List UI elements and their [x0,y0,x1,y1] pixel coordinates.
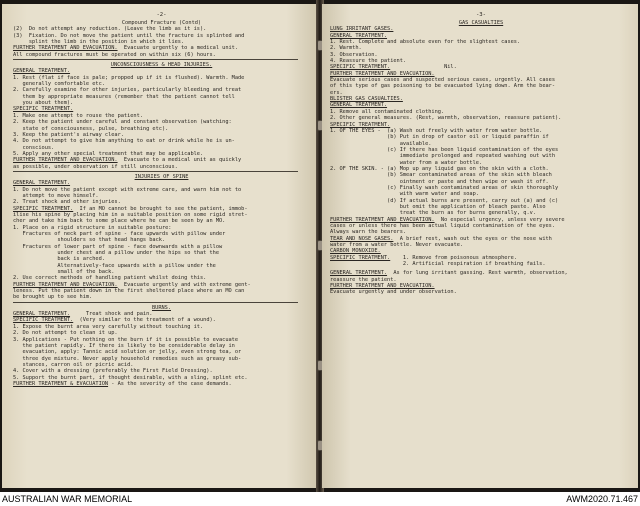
text-line: 1. Do not move the patient except with extreme care, and warn him not to [13,186,242,193]
text-line: evacuation, apply: Tannic acid solution or jelly, even strong tea, or [13,349,242,356]
text-line: attempt to move himself. [13,192,99,199]
heading-label: SPECIFIC TREATMENT. [330,64,391,71]
text-line: conscious. [13,144,55,151]
text-line: leness. Put the patient down in the first sheltered place where an MO can [13,288,245,295]
text-line: ers. [330,89,343,96]
section-heading: UNCONSCIOUSNESS & HEAD INJURIES. [110,62,213,69]
heading-text: As for lung irritant gassing. Rest warmth, observation, [387,270,568,277]
heading-label: SPECIFIC TREATMENT. [13,205,74,212]
text-line: 1. OF THE EYES - (a) Wash out freely with water from water bottle. [330,127,543,134]
text-line: cher and take him back to some place where he can be seen by an MO. [13,218,226,225]
text-line: 1. Place on a rigid structure in suitable posture: [13,224,172,231]
text-line: Always warn the bearers. [330,229,407,236]
text-line: (d) If actual burns are present, carry out (a) and (c) [330,197,559,204]
text-line: 2. Warmth. [330,45,362,52]
left-page-text [13,20,310,387]
heading-label: GENERAL TREATMENT. [330,270,388,277]
text-line: immediate prolonged and repeated washing out with [330,153,555,160]
text-line: you about them). [13,100,74,107]
text-line: Fractures of lower part of spine - face downwards with a pillow [13,243,223,250]
section-divider [13,302,298,303]
heading-text: (Very similar to the treatment of a wound). [73,317,216,324]
text-line: cases or unless there has been actual liquid contamination of the eyes. [330,223,555,229]
text-line: be brought up to see him. [13,294,93,301]
text-line: (3) Fixation. Do not move the patient until the fracture is splinted and [13,32,245,39]
subheading: GENERAL TREATMENT. [330,102,388,109]
text-line: three dye mixture. Never apply household remedies such as greasy sub- [13,355,242,362]
text-line: 1. Expose the burnt area very carefully without touching it. [13,323,204,330]
subheading: CARBON MONOXIDE. [330,248,381,255]
heading-label: FURTHER TREATMENT AND EVACUATION. [13,281,118,288]
text-line: back is arched. [13,256,105,263]
archive-footer [0,492,640,506]
heading-text: Evacuate urgently and with extreme gent- [117,281,251,288]
right-page-text [330,20,632,296]
right-page [322,4,638,488]
text-line: generally comfortable etc. [13,81,105,88]
text-line: 5. Apply any other special treatment that may be applicable. [13,150,204,157]
catalogue-id: AWM2020.71.467 [566,494,638,504]
text-line: 2. Carefully examine for other injuries, particularly bleeding and treat [13,87,242,94]
section-subtitle: Compound Fracture (Contd) [121,20,202,26]
text-line: 1. Make one attempt to rouse the patient. [13,112,143,119]
text-line: water from a water bottle. Never evacuate. [330,242,464,249]
left-page [2,4,318,488]
text-line: 4. Reassure the patient. [330,58,407,65]
heading-text: No especial urgency, unless very severe [434,216,565,223]
heading-text: A brief rest, wash out the eyes or the nose with [393,235,552,242]
text-line: 4. Cover with a dressing (preferably the First Field Dressing). [13,368,213,375]
heading-label: GENERAL TREATMENT. [13,311,71,318]
text-line: 2. OF THE SKIN. - (a) Mop up any liquid gas on the skin with a cloth. [330,165,549,172]
heading-label: SPECIFIC TREATMENT. [13,317,74,324]
heading-text: Evacuate urgently to a medical unit. [117,45,239,52]
text-line: them by appropriate measures (remember that the patient cannot tell [13,93,235,100]
text-line: 1. Rest. Complete and absolute even for the slightest cases. [330,39,521,46]
heading-text: 1. Remove from poisonous atmosphere. [390,254,517,261]
archive-name: AUSTRALIAN WAR MEMORIAL [2,494,133,504]
text-line: reassure the patient. [330,276,397,283]
section-divider [13,59,298,60]
text-line: water from a water bottle. [330,159,483,166]
text-line: 5. Support the burnt part, if thought desirable, with a sling, splint etc. [13,374,248,381]
text-line: shoulders so that head hangs back. [13,237,166,244]
heading-label: FURTHER TREATMENT AND EVACUATION. [13,45,118,52]
text-line: 3. Applications - Put nothing on the burn if it is possible to evacuate [13,336,238,343]
heading-label: FURTHER TREATMENT & EVACUATION [13,380,109,387]
subheading: GENERAL TREATMENT. [13,68,71,75]
text-line: (c) Finally wash contaminated areas of skin thoroughly [330,184,559,191]
text-line: with warm water and soap. [330,191,479,198]
text-line: (c) If there has been liquid contamination of the eyes [330,146,559,153]
text-line: the patient rapidly. If there is likely to be considerable delay in [13,342,235,349]
text-line: 2. Use correct methods of handling patient whilst doing this. [13,275,207,282]
subheading: GENERAL TREATMENT. [330,32,388,39]
text-line: but omit the application of bleach paste. Also [330,203,546,210]
text-line: 2. Do not attempt to clean it up. [13,330,118,337]
heading-label: TEAR AND NOSE GASES. [330,235,394,242]
text-line: 2. Keep the patient under careful and constant observation (watching: [13,119,232,126]
text-line: small of the back. [13,269,115,276]
text-line: Alternatively-face upwards with a pillow under the [13,262,216,269]
text-line: available. [330,140,432,147]
subheading: SPECIFIC TREATMENT. [330,121,391,128]
text-line: 2. Artificial respiration if breathing fails. [330,261,546,268]
section-heading: INJURIES OF SPINE [134,173,189,180]
text-line: (2) Do not attempt any reduction. (Leave the limb as it is). [13,26,207,33]
heading-label: FURTHER TREATMENT AND EVACUATION. [330,216,435,223]
section-divider [13,171,298,172]
text-line: 3. Keep the patient's airway clear. [13,131,124,138]
text-line: 2. Treat shock and other injuries. [13,199,121,206]
text-line: ilise his spine by placing him in a suitable position on some rigid stret- [13,211,248,218]
heading-text: If an MO cannot be brought to see the patient, immob- [73,205,248,212]
heading-text: Nil. [390,64,457,71]
text-line: 4. Do not attempt to give him anything to eat or drink while he is un- [13,138,235,145]
text-line: 3. Observation. [330,51,378,58]
text-line: of this type of gas poisoning to be evacuated lying down. Arm the bear- [330,83,555,90]
text-line: Evacuate serious cases and suspected serious cases, urgently. All cases [330,77,555,84]
section-heading: BURNS. [151,304,171,311]
page-number: -3- [475,12,487,18]
text-line: (b) Smear contaminated areas of the skin with bleach [330,172,552,179]
text-line: 1. Rest (flat if face is pale; propped up if it is flushed). Warmth. Made [13,74,245,81]
text-line: All compound fractures must be operated on within six (6) hours. [13,51,216,58]
text-line: stances, carron oil or picric acid. [13,361,134,368]
text-line: treat the burn as for burns generally, q.v. [330,210,536,217]
text-line: ointment or paste and then wipe or wash it off. [330,178,549,185]
text-line: under chest and a pillow under the hips so that the [13,250,219,257]
text-line: as possible, under observation if still unconscious. [13,163,178,170]
subheading-line [13,381,310,387]
text-line: state of consciousness, pulse, breathing etc). [13,125,169,132]
heading-text: Evacuate to a medical unit as quickly [117,157,242,164]
text-line: Fractures of neck part of spine - face upwards with pillow under [13,231,226,237]
heading-label: SPECIFIC TREATMENT. [330,254,391,261]
subheading: FURTHER TREATMENT AND EVACUATION. [330,70,435,77]
page-number: -2- [156,12,167,18]
text-line: splint the limb in the position in which it lies. [13,39,185,46]
subheading: GENERAL TREATMENT. [13,180,71,187]
subheading: FURTHER TREATMENT AND EVACUATION. [330,283,435,290]
heading-text: Treat shock and pain. [70,311,153,318]
heading-label: FURTHER TREATMENT AND EVACUATION. [13,157,118,164]
heading-text: - As the severity of the case demands. [108,380,232,387]
text-line: 2. Other general measures. (Rest, warmth, observation, reassure patient). [330,115,562,122]
section-heading: GAS CASUALTIES [458,20,504,26]
subheading: LUNG IRRITANT GASES. [330,26,394,33]
text-line: (b) Put in drop of castor oil or liquid paraffin if [330,134,549,141]
subheading: BLISTER GAS CASUALTIES. [330,96,403,103]
text-line: 1. Remove all contaminated clothing. [330,108,445,115]
subheading: SPECIFIC TREATMENT. [13,106,74,113]
text-line: Evacuate urgently and under observation. [330,289,457,296]
